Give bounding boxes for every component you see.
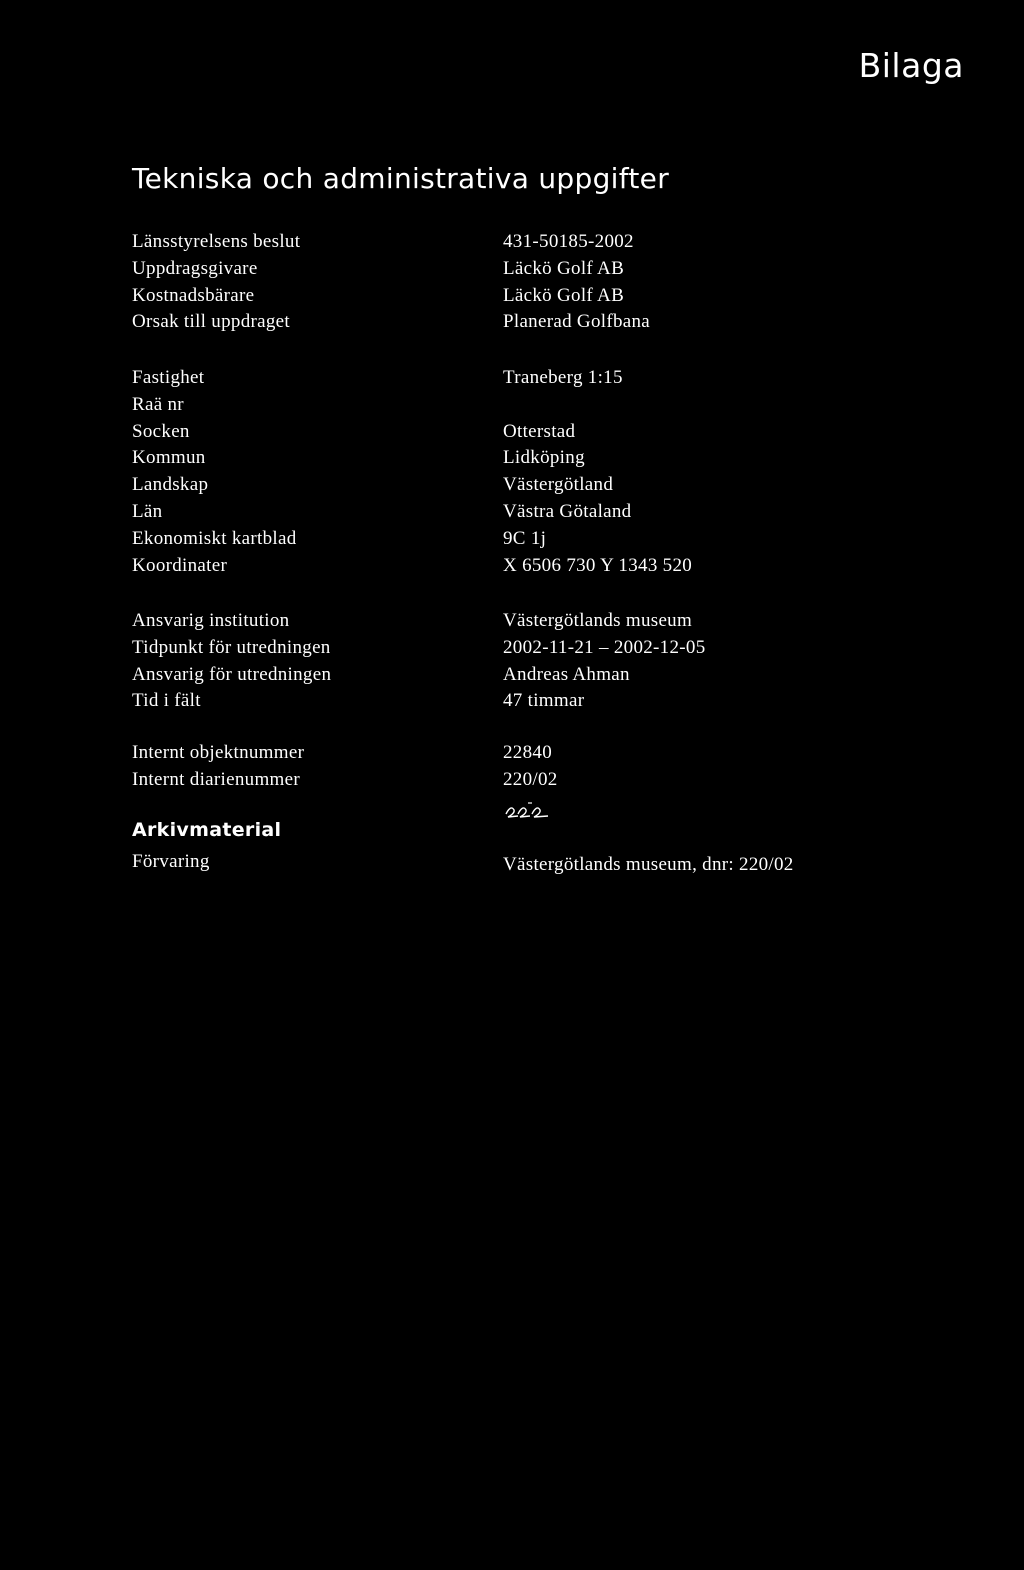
info-value: Västergötlands museum (503, 610, 693, 631)
info-row (132, 553, 892, 580)
appendix-label: Bilaga (858, 46, 964, 85)
storage-label: Förvaring (132, 851, 210, 872)
info-row (132, 688, 892, 715)
info-label: Koordinater (132, 554, 228, 576)
document-title: Tekniska och administrativa uppgifter (132, 162, 670, 195)
storage-value: Västergötlands museum, dnr: 220/02 (503, 854, 794, 875)
info-value: Läckö Golf AB (503, 257, 625, 279)
info-row (132, 283, 892, 310)
info-row (132, 767, 892, 794)
info-value: Lidköping (503, 447, 585, 469)
info-value: 9C 1j (503, 527, 547, 549)
info-value: Traneberg 1:15 (503, 367, 623, 388)
info-value: 220/02 (503, 768, 558, 790)
info-value: 2002-11-21 – 2002-12-05 (503, 636, 706, 658)
info-label: Raä nr (132, 393, 184, 415)
info-label: Socken (132, 420, 190, 442)
info-label: Tid i fält (132, 690, 201, 712)
info-label: Internt objektnummer (132, 742, 305, 763)
info-value: Planerad Golfbana (503, 311, 651, 333)
info-row (132, 740, 892, 767)
info-row (132, 419, 892, 446)
info-value: Läckö Golf AB (503, 284, 625, 306)
archive-heading: Arkivmaterial (132, 819, 282, 841)
info-label: Landskap (132, 474, 209, 496)
info-label: Kommun (132, 447, 206, 469)
info-value: X 6506 730 Y 1343 520 (503, 554, 693, 576)
info-group-assignment (132, 229, 892, 336)
info-group-location (132, 365, 892, 579)
info-value: Otterstad (503, 420, 576, 442)
info-label: Orsak till uppdraget (132, 311, 290, 333)
info-label: Internt diarienummer (132, 768, 300, 790)
info-row (132, 472, 892, 499)
info-row (132, 256, 892, 283)
info-label: Uppdragsgivare (132, 257, 258, 279)
handwritten-annotation (504, 798, 554, 820)
info-label: Län (132, 500, 163, 522)
info-value: 431-50185-2002 (503, 231, 634, 252)
info-row (132, 526, 892, 553)
info-row (132, 309, 892, 336)
info-label: Ansvarig för utredningen (132, 663, 332, 685)
info-row (132, 635, 892, 662)
info-label: Länsstyrelsens beslut (132, 231, 301, 252)
info-value: 22840 (503, 742, 552, 763)
info-group-internal (132, 740, 892, 794)
info-value: Andreas Ahman (503, 663, 630, 685)
info-label: Fastighet (132, 367, 205, 388)
info-label: Tidpunkt för utredningen (132, 636, 331, 658)
info-group-investigation (132, 608, 892, 715)
info-value: Västergötland (503, 474, 614, 496)
info-row (132, 229, 892, 256)
info-row (132, 662, 892, 689)
info-row (132, 365, 892, 392)
info-value: Västra Götaland (503, 500, 632, 522)
info-row (132, 392, 892, 419)
info-label: Kostnadsbärare (132, 284, 255, 306)
storage-row (132, 847, 892, 877)
info-row (132, 445, 892, 472)
info-row (132, 608, 892, 635)
info-value: 47 timmar (503, 690, 585, 712)
info-label: Ekonomiskt kartblad (132, 527, 297, 549)
info-label: Ansvarig institution (132, 610, 290, 631)
info-row (132, 499, 892, 526)
